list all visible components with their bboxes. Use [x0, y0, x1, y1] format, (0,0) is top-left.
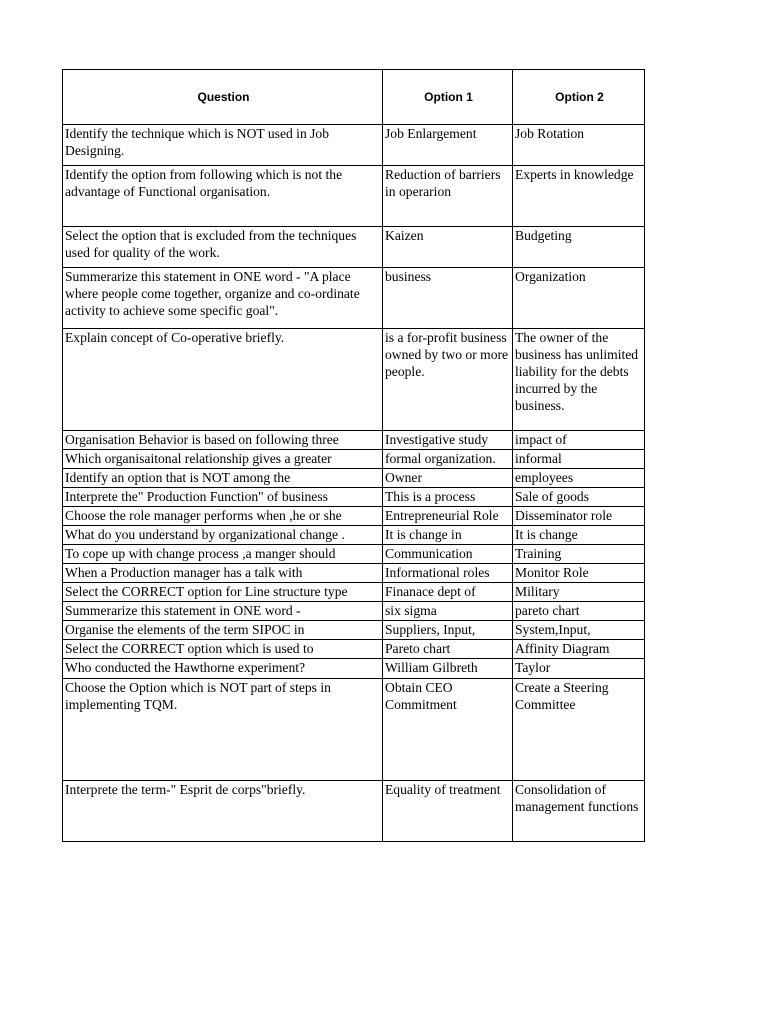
- option-1-cell: six sigma: [383, 602, 513, 621]
- option-1-cell: It is change in: [383, 526, 513, 545]
- option-1-cell: Equality of treatment: [383, 781, 513, 842]
- option-1-cell: Pareto chart: [383, 640, 513, 659]
- option-2-cell: Budgeting: [513, 227, 645, 268]
- table-row: [63, 564, 645, 583]
- table-row: [63, 583, 645, 602]
- table-row: [63, 227, 645, 268]
- table-row: [63, 640, 645, 659]
- question-cell: Explain concept of Co-operative briefly.: [63, 329, 383, 431]
- option-2-cell: Military: [513, 583, 645, 602]
- question-cell: Identify the technique which is NOT used in Job Designing.: [63, 125, 383, 166]
- option-1-cell: This is a process: [383, 488, 513, 507]
- question-cell: Choose the role manager performs when ,he or she: [63, 507, 383, 526]
- question-cell: Choose the Option which is NOT part of steps in implementing TQM.: [63, 679, 383, 781]
- header-option-1: Option 1: [383, 70, 513, 125]
- option-1-cell: is a for-profit business owned by two or more people.: [383, 329, 513, 431]
- option-1-cell: Job Enlargement: [383, 125, 513, 166]
- header-row: [63, 70, 645, 125]
- question-cell: Interprete the term-" Esprit de corps"briefly.: [63, 781, 383, 842]
- option-1-cell: Informational roles: [383, 564, 513, 583]
- option-1-cell: William Gilbreth: [383, 659, 513, 679]
- option-1-cell: formal organization.: [383, 450, 513, 469]
- option-2-cell: Disseminator role: [513, 507, 645, 526]
- option-1-cell: Obtain CEO Commitment: [383, 679, 513, 781]
- option-2-cell: The owner of the business has unlimited liability for the debts incurred by the business.: [513, 329, 645, 431]
- table-row: [63, 166, 645, 227]
- option-2-cell: impact of: [513, 431, 645, 450]
- option-1-cell: Finanace dept of: [383, 583, 513, 602]
- question-cell: Which organisaitonal relationship gives a greater: [63, 450, 383, 469]
- table-row: [63, 450, 645, 469]
- question-cell: Interprete the" Production Function" of business: [63, 488, 383, 507]
- option-2-cell: Taylor: [513, 659, 645, 679]
- option-2-cell: employees: [513, 469, 645, 488]
- table-row: [63, 781, 645, 842]
- table-row: [63, 679, 645, 781]
- question-cell: Select the CORRECT option for Line structure type: [63, 583, 383, 602]
- option-1-cell: Reduction of barriers in operarion: [383, 166, 513, 227]
- table-row: [63, 621, 645, 640]
- question-cell: Summerarize this statement in ONE word -: [63, 602, 383, 621]
- option-2-cell: System,Input,: [513, 621, 645, 640]
- question-cell: Select the CORRECT option which is used to: [63, 640, 383, 659]
- table-row: [63, 602, 645, 621]
- table-row: [63, 507, 645, 526]
- option-2-cell: Create a Steering Committee: [513, 679, 645, 781]
- question-cell: To cope up with change process ,a manger should: [63, 545, 383, 564]
- table-row: [63, 431, 645, 450]
- option-2-cell: Organization: [513, 268, 645, 329]
- table-row: [63, 329, 645, 431]
- table-row: [63, 526, 645, 545]
- header-question: Question: [63, 70, 383, 125]
- option-2-cell: Monitor Role: [513, 564, 645, 583]
- question-cell: Organisation Behavior is based on following three: [63, 431, 383, 450]
- option-2-cell: informal: [513, 450, 645, 469]
- question-cell: Select the option that is excluded from the techniques used for quality of the work.: [63, 227, 383, 268]
- option-2-cell: pareto chart: [513, 602, 645, 621]
- question-table: [62, 69, 645, 842]
- option-2-cell: Experts in knowledge: [513, 166, 645, 227]
- option-2-cell: Affinity Diagram: [513, 640, 645, 659]
- table-row: [63, 488, 645, 507]
- table-row: [63, 268, 645, 329]
- question-cell: When a Production manager has a talk with: [63, 564, 383, 583]
- option-2-cell: It is change: [513, 526, 645, 545]
- option-1-cell: Investigative study: [383, 431, 513, 450]
- option-1-cell: Entrepreneurial Role: [383, 507, 513, 526]
- option-2-cell: Consolidation of management functions: [513, 781, 645, 842]
- option-1-cell: Owner: [383, 469, 513, 488]
- table-row: [63, 659, 645, 679]
- option-1-cell: Suppliers, Input,: [383, 621, 513, 640]
- option-1-cell: business: [383, 268, 513, 329]
- table-row: [63, 469, 645, 488]
- question-cell: Organise the elements of the term SIPOC in: [63, 621, 383, 640]
- header-option-2: Option 2: [513, 70, 645, 125]
- question-cell: Summerarize this statement in ONE word - "A place where people come together, organize and co-ordinate activity to achieve some specific goal".: [63, 268, 383, 329]
- question-cell: What do you understand by organizational change .: [63, 526, 383, 545]
- option-2-cell: Sale of goods: [513, 488, 645, 507]
- question-cell: Identify an option that is NOT among the: [63, 469, 383, 488]
- option-2-cell: Job Rotation: [513, 125, 645, 166]
- table-row: [63, 125, 645, 166]
- option-1-cell: Kaizen: [383, 227, 513, 268]
- table-row: [63, 545, 645, 564]
- question-cell: Identify the option from following which is not the advantage of Functional organisation.: [63, 166, 383, 227]
- question-cell: Who conducted the Hawthorne experiment?: [63, 659, 383, 679]
- option-1-cell: Communication: [383, 545, 513, 564]
- option-2-cell: Training: [513, 545, 645, 564]
